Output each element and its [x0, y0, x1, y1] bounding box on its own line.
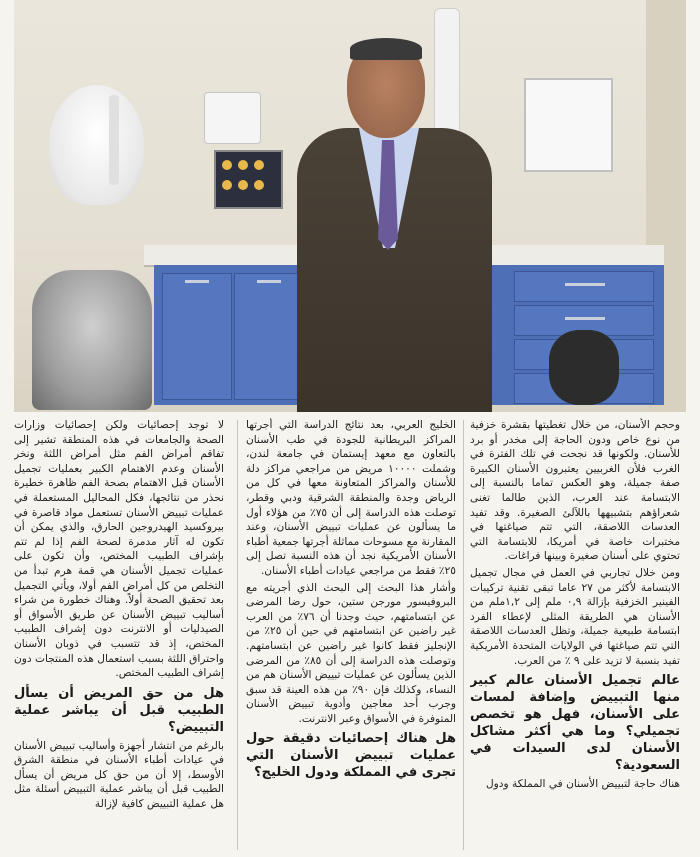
paragraph: بالرغم من انتشار أجهزة وأساليب تبييض الأسنان في عيادات أطباء الأسنان في منطقة الشرق الأوسط، إلا أن من حق كل مريض أن يسأل الطبيب قبل أن يباشر عملية التبييض أسئلة مثل هل عملية التبييض كافية لإزالة	[14, 739, 224, 811]
question-heading: هل من حق المريض أن يسأل الطبيب قبل أن يباشر عملية التبييض؟	[14, 685, 224, 735]
man-hair	[350, 38, 422, 60]
paragraph: هناك حاجة لتبييض الأسنان في المملكة ودول	[485, 778, 680, 791]
column-divider	[237, 420, 238, 850]
paragraph: وحجم الأسنان، من خلال تغطيتها بقشرة خزفية من نوع خاص ودون الحاجة إلى مخدر أو برد للأسنان. ولكونها قد نجحت في تلك الفترة في الغرب فلأن الغربيين يعتبرون الأسنان الكبيرة صفة جميلة، وهو العكس تماما بالنسبة إلى الابتسامة عند العرب، الذين طالما تغنى شعراؤهم بتشبيهها باللآلئ الصغيرة. وقد تفيد العدسات اللاصقة، التي تتم صياغتها في مختبرات خاصة في أمريكا، للابتسامة التي تحتوي على أسنان صغيرة وبينها فراغات.	[470, 419, 680, 563]
ceiling-light	[434, 8, 460, 135]
paragraph: الخليج العربي، بعد نتائج الدراسة التي أجرتها المراكز البريطانية للجودة في طب الأسنان بالتعاون مع معهد إيستمان في جامعة لندن، وشملت ١٠٠٠٠ مريض من مراجعي مراكز دلة للأسنان والمراكز المتعاونة معها في كل من الرياض وجدة والمنطقة الشرقية ودبي وقطر، توصلت هذه الدراسة إلى أن ٧٥٪ من هؤلاء أول ما يسألون عن عمليات تبييض الأسنان، وعند المقارنة مع مسوحات مماثلة أجرتها جمعية أطباء الأسنان الأمريكية نجد أن هذه النسبة تصل إلى ٢٥٪ فقط من مراجعي عيادات أطباء الأسنان.	[246, 419, 456, 577]
dental-chair	[32, 270, 152, 410]
paragraph: وأشار هذا البحث إلى البحث الذي أجريته مع البروفيسور مورجن ستين، حول رضا المرضى عن ابتسامتهم، حيث وجدنا أن ٧٦٪ من العرب غير راضين عن ابتسامتهم في حين أن ٢٥٪ من الإنجليز فقط كانوا غير راضين عن ابتسامتهم. وتوصلت هذه الدراسة إلى أن ٨٥٪ من المرضى الذين يسألون عن عمليات تبييض الأسنان هم من النساء، وكذلك فإن ٩٠٪ من هذه العينة قد سبق وجرب أحد معاجين وأدوية تبييض الأسنان المتوفرة في الأسواق وعبر الانترنت.	[246, 581, 456, 725]
question-heading: عالم تجميل الأسنان عالم كبير منها التبييض وإضافة لمسات على الأسنان، فهل هو تخصص تجميلي؟ وما هي أكثر مشاكل الأسنان لدى السيدات في السعودية؟	[470, 673, 680, 774]
paper-towel-dispenser	[204, 92, 261, 144]
article-photo	[14, 0, 686, 412]
black-stool	[549, 330, 619, 405]
column-right	[470, 418, 680, 850]
column-middle	[246, 418, 456, 850]
xray-viewer	[524, 78, 613, 172]
wall-poster	[214, 150, 283, 209]
paragraph: لا توجد إحصائيات ولكن إحصائيات وزارات الصحة والجامعات في هذه المنطقة تشير إلى تفاقم أمراض الفم مثل أمراض اللثة ونخر الأسنان وعدم الاهتمام الكبير بعمليات تجميل الأسنان قبل الاهتمام بصحة الفم ظاهرة خطيرة نحذر من نتائجها، فكل المحاليل المستعملة في عمليات تبييض الأسنان تستعمل مواد قاصرة في بيروكسيد الهيدروجين الحارق، والذي يمكن أن تكون له آثار مدمرة لصحة الفم إذا لم تتم بإشراف الطبيب المختص، وأن تكون على عمليات تجميل الأسنان هي قمة هرم تبدأ من التخلص من كل أمراض الفم أولا، ويأتي التجميل بعد تحقيق الصحة أولاً. وهناك خطورة من شراء أساليب تبييض الأسنان عن طريق الأسواق أو الصيدليات أو الانترنت دون إشراف الطبيب المختص، إذ قد تتسبب في ذوبان الأسنان واحتراق اللثة بسبب استعمال هذه المنتجات دون إشراف الطبيب المختص.	[14, 419, 224, 680]
paragraph: ومن خلال تجاربي في العمل في مجال تجميل الابتسامة لأكثر من ٢٧ عاما تبقى تقنية تركيبات الفينير الخزفية بإزالة ٠,٩ ملم إلى ١,٢ملم من الأسنان هي الطريقة المثلى لإعطاء الفرد ابتسامة طبيعية جميلة، وتظل العدسات اللاصقة التي تتم صياغتها في الولايات المتحدة الأمريكية تفيد بنسبة لا تزيد على ٩ ٪ من العرب.	[470, 566, 680, 667]
column-left	[14, 418, 224, 850]
question-heading: هل هناك إحصائيات دقيقة حول عمليات تبييض الأسنان التي تجرى في المملكة ودول الخليج؟	[246, 731, 456, 781]
dental-lamp	[49, 85, 144, 205]
column-divider	[463, 420, 464, 850]
